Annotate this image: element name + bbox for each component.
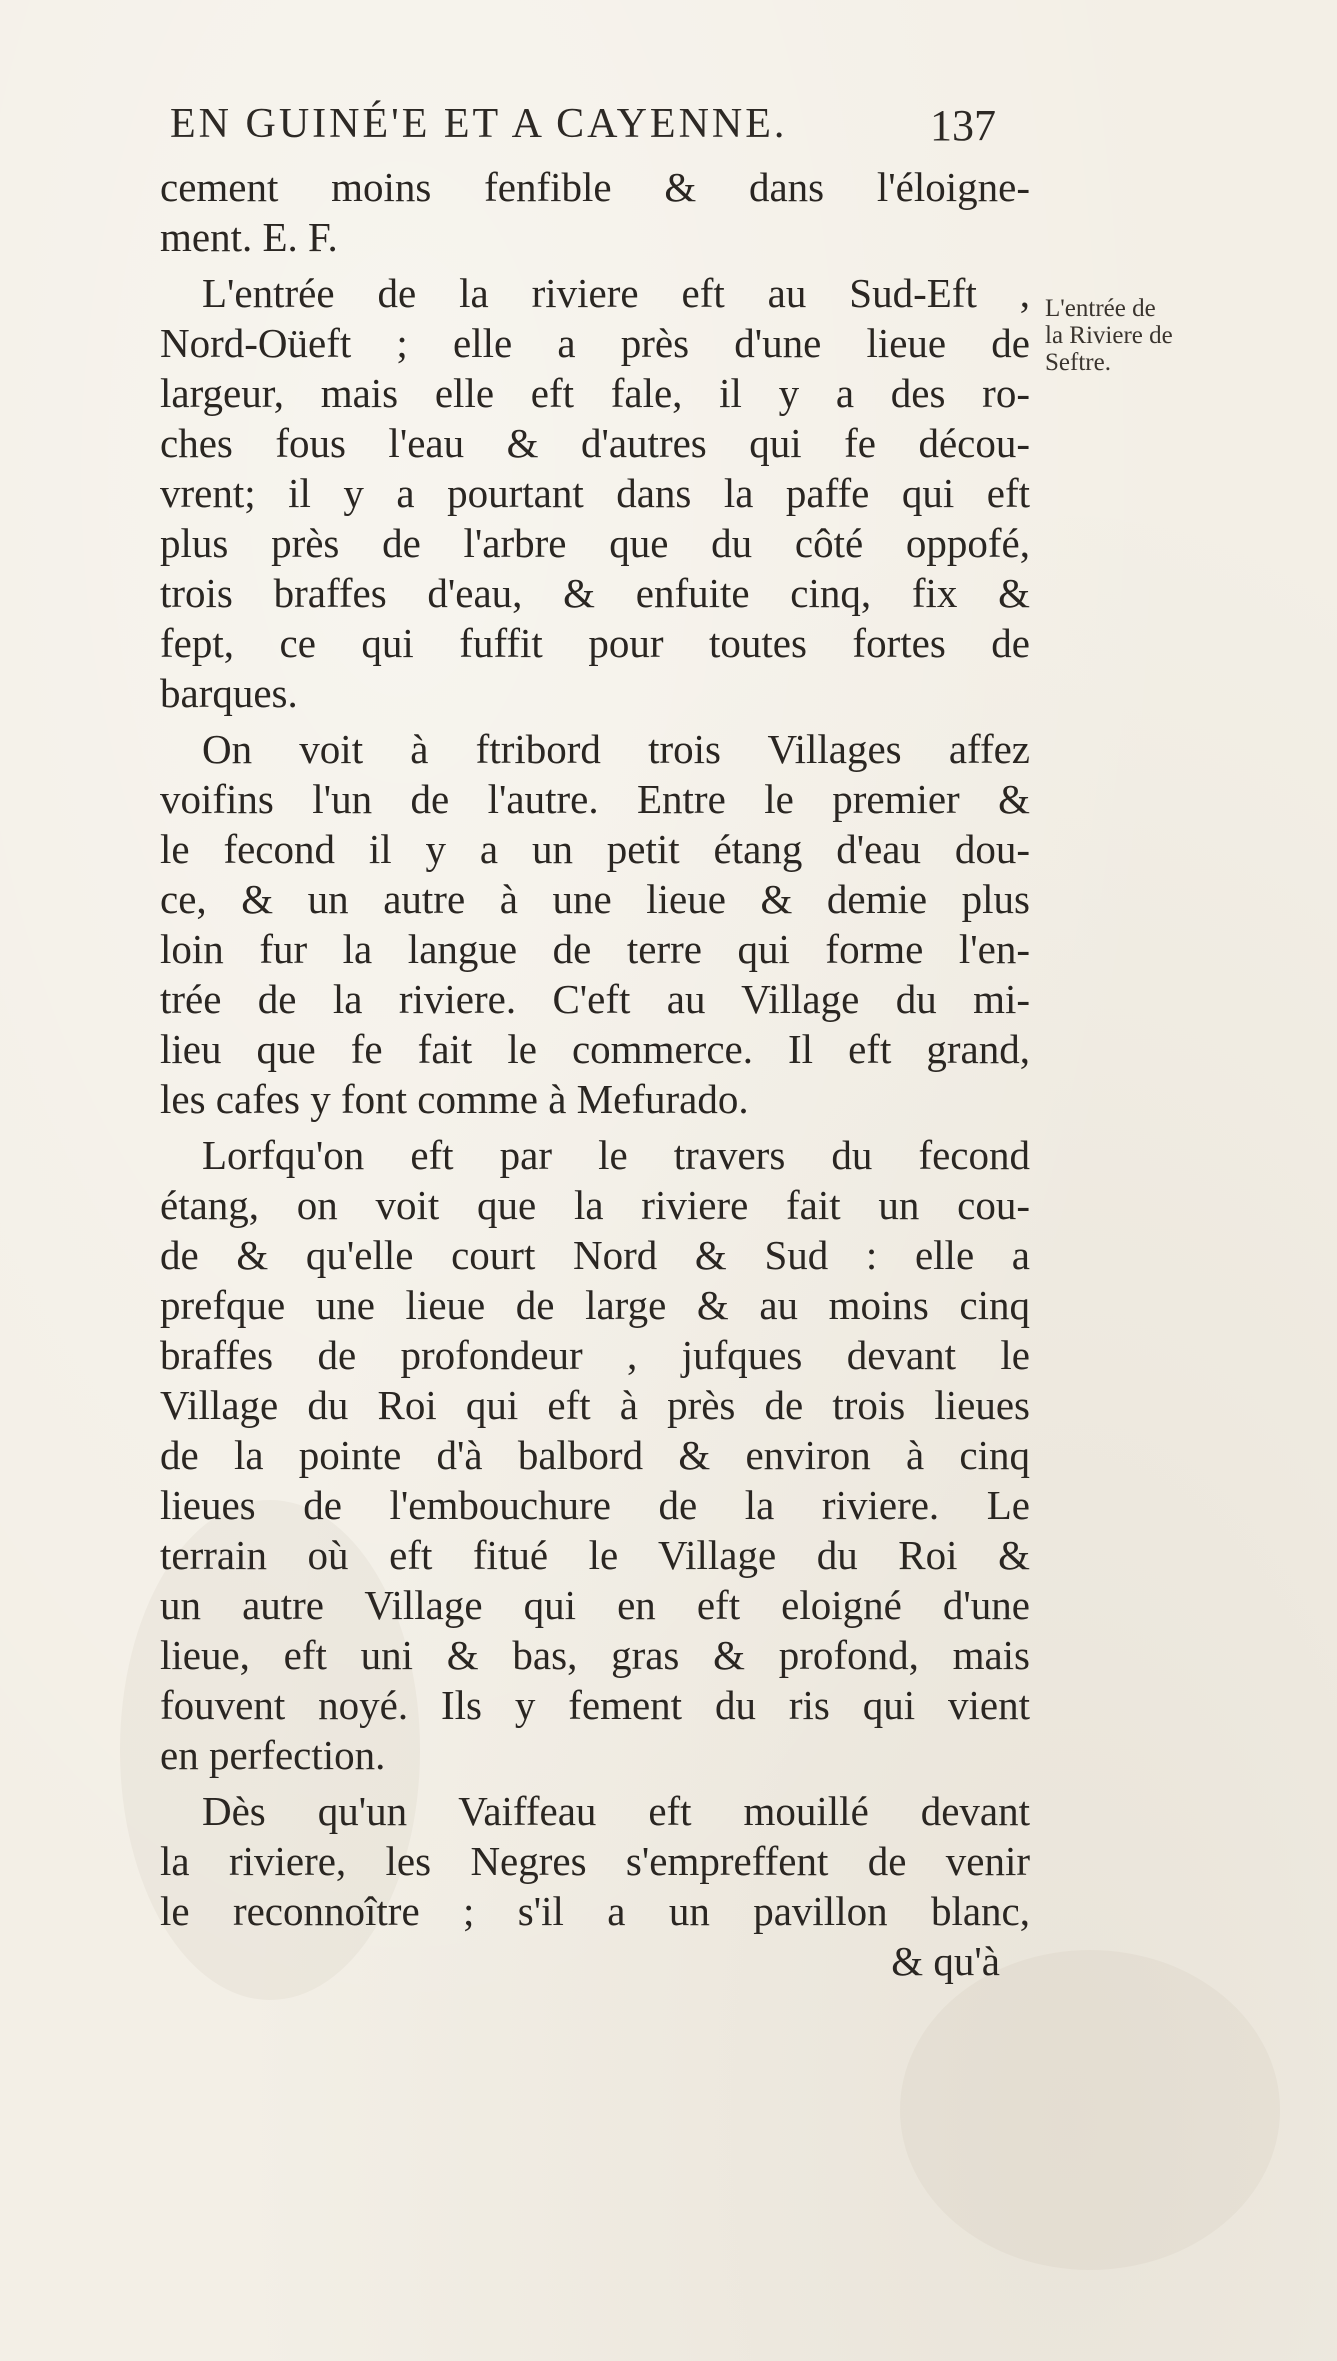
text-line: Lorfqu'on eft par le travers du fecond [202, 1132, 1030, 1178]
text-line: fouvent noyé. Ils y fement du ris qui vient [160, 1682, 1030, 1728]
text-line: trée de la riviere. C'eft au Village du mi- [160, 976, 1030, 1022]
text-line: Dès qu'un Vaiffeau eft mouillé devant [202, 1788, 1030, 1834]
text-line: ches fous l'eau & d'autres qui fe décou- [160, 420, 1030, 466]
text-line: plus près de l'arbre que du côté oppofé, [160, 520, 1030, 566]
text-line: largeur, mais elle eft fale, il y a des ro- [160, 370, 1030, 416]
text-line: loin fur la langue de terre qui forme l'en- [160, 926, 1030, 972]
text-line: de & qu'elle court Nord & Sud : elle a [160, 1232, 1030, 1278]
text-line: Nord-Oüeft ; elle a près d'une lieue de [160, 320, 1030, 366]
text-line: étang, on voit que la riviere fait un cou- [160, 1182, 1030, 1228]
text-line: On voit à ftribord trois Villages affez [202, 726, 1030, 772]
page-number: 137 [930, 101, 996, 150]
margin-note [1045, 295, 1285, 376]
text-line: en perfection. [160, 1732, 386, 1778]
text-line: prefque une lieue de large & au moins cinq [160, 1282, 1030, 1328]
text-line: terrain où eft fitué le Village du Roi & [160, 1532, 1030, 1578]
text-line: L'entrée de la riviere eft au Sud-Eft , [202, 270, 1030, 316]
text-line: lieues de l'embouchure de la riviere. Le [160, 1482, 1030, 1528]
text-line: les cafes y font comme à Mefurado. [160, 1076, 749, 1122]
text-line: le fecond il y a un petit étang d'eau dou- [160, 826, 1030, 872]
text-line: fept, ce qui fuffit pour toutes fortes de [160, 620, 1030, 666]
text-line: barques. [160, 670, 298, 716]
page-header [0, 100, 1337, 160]
text-line: la riviere, les Negres s'empreffent de venir [160, 1838, 1030, 1884]
running-head: EN GUINÉ'E ET A CAYENNE. [170, 101, 788, 147]
margin-note-line: la Riviere de [1045, 322, 1173, 349]
catchword: & qu'à [891, 1938, 1000, 1984]
text-line: voifins l'un de l'autre. Entre le premier & [160, 776, 1030, 822]
text-line: ce, & un autre à une lieue & demie plus [160, 876, 1030, 922]
margin-note-line: Seftre. [1045, 349, 1111, 376]
text-line: cement moins fenfible & dans l'éloigne- [160, 164, 1030, 210]
text-line: trois braffes d'eau, & enfuite cinq, fix & [160, 570, 1030, 616]
text-line: lieu que fe fait le commerce. Il eft grand, [160, 1026, 1030, 1072]
text-line: un autre Village qui en eft eloigné d'une [160, 1582, 1030, 1628]
text-line: braffes de profondeur , jufques devant le [160, 1332, 1030, 1378]
text-line: Village du Roi qui eft à près de trois lieues [160, 1382, 1030, 1428]
text-line: de la pointe d'à balbord & environ à cinq [160, 1432, 1030, 1478]
text-line: ment. E. F. [160, 214, 338, 260]
paper-stain [900, 1950, 1280, 2270]
text-line: vrent; il y a pourtant dans la paffe qui eft [160, 470, 1030, 516]
text-line: le reconnoître ; s'il a un pavillon blanc, [160, 1888, 1030, 1934]
margin-note-line: L'entrée de [1045, 295, 1156, 322]
text-line: lieue, eft uni & bas, gras & profond, mais [160, 1632, 1030, 1678]
